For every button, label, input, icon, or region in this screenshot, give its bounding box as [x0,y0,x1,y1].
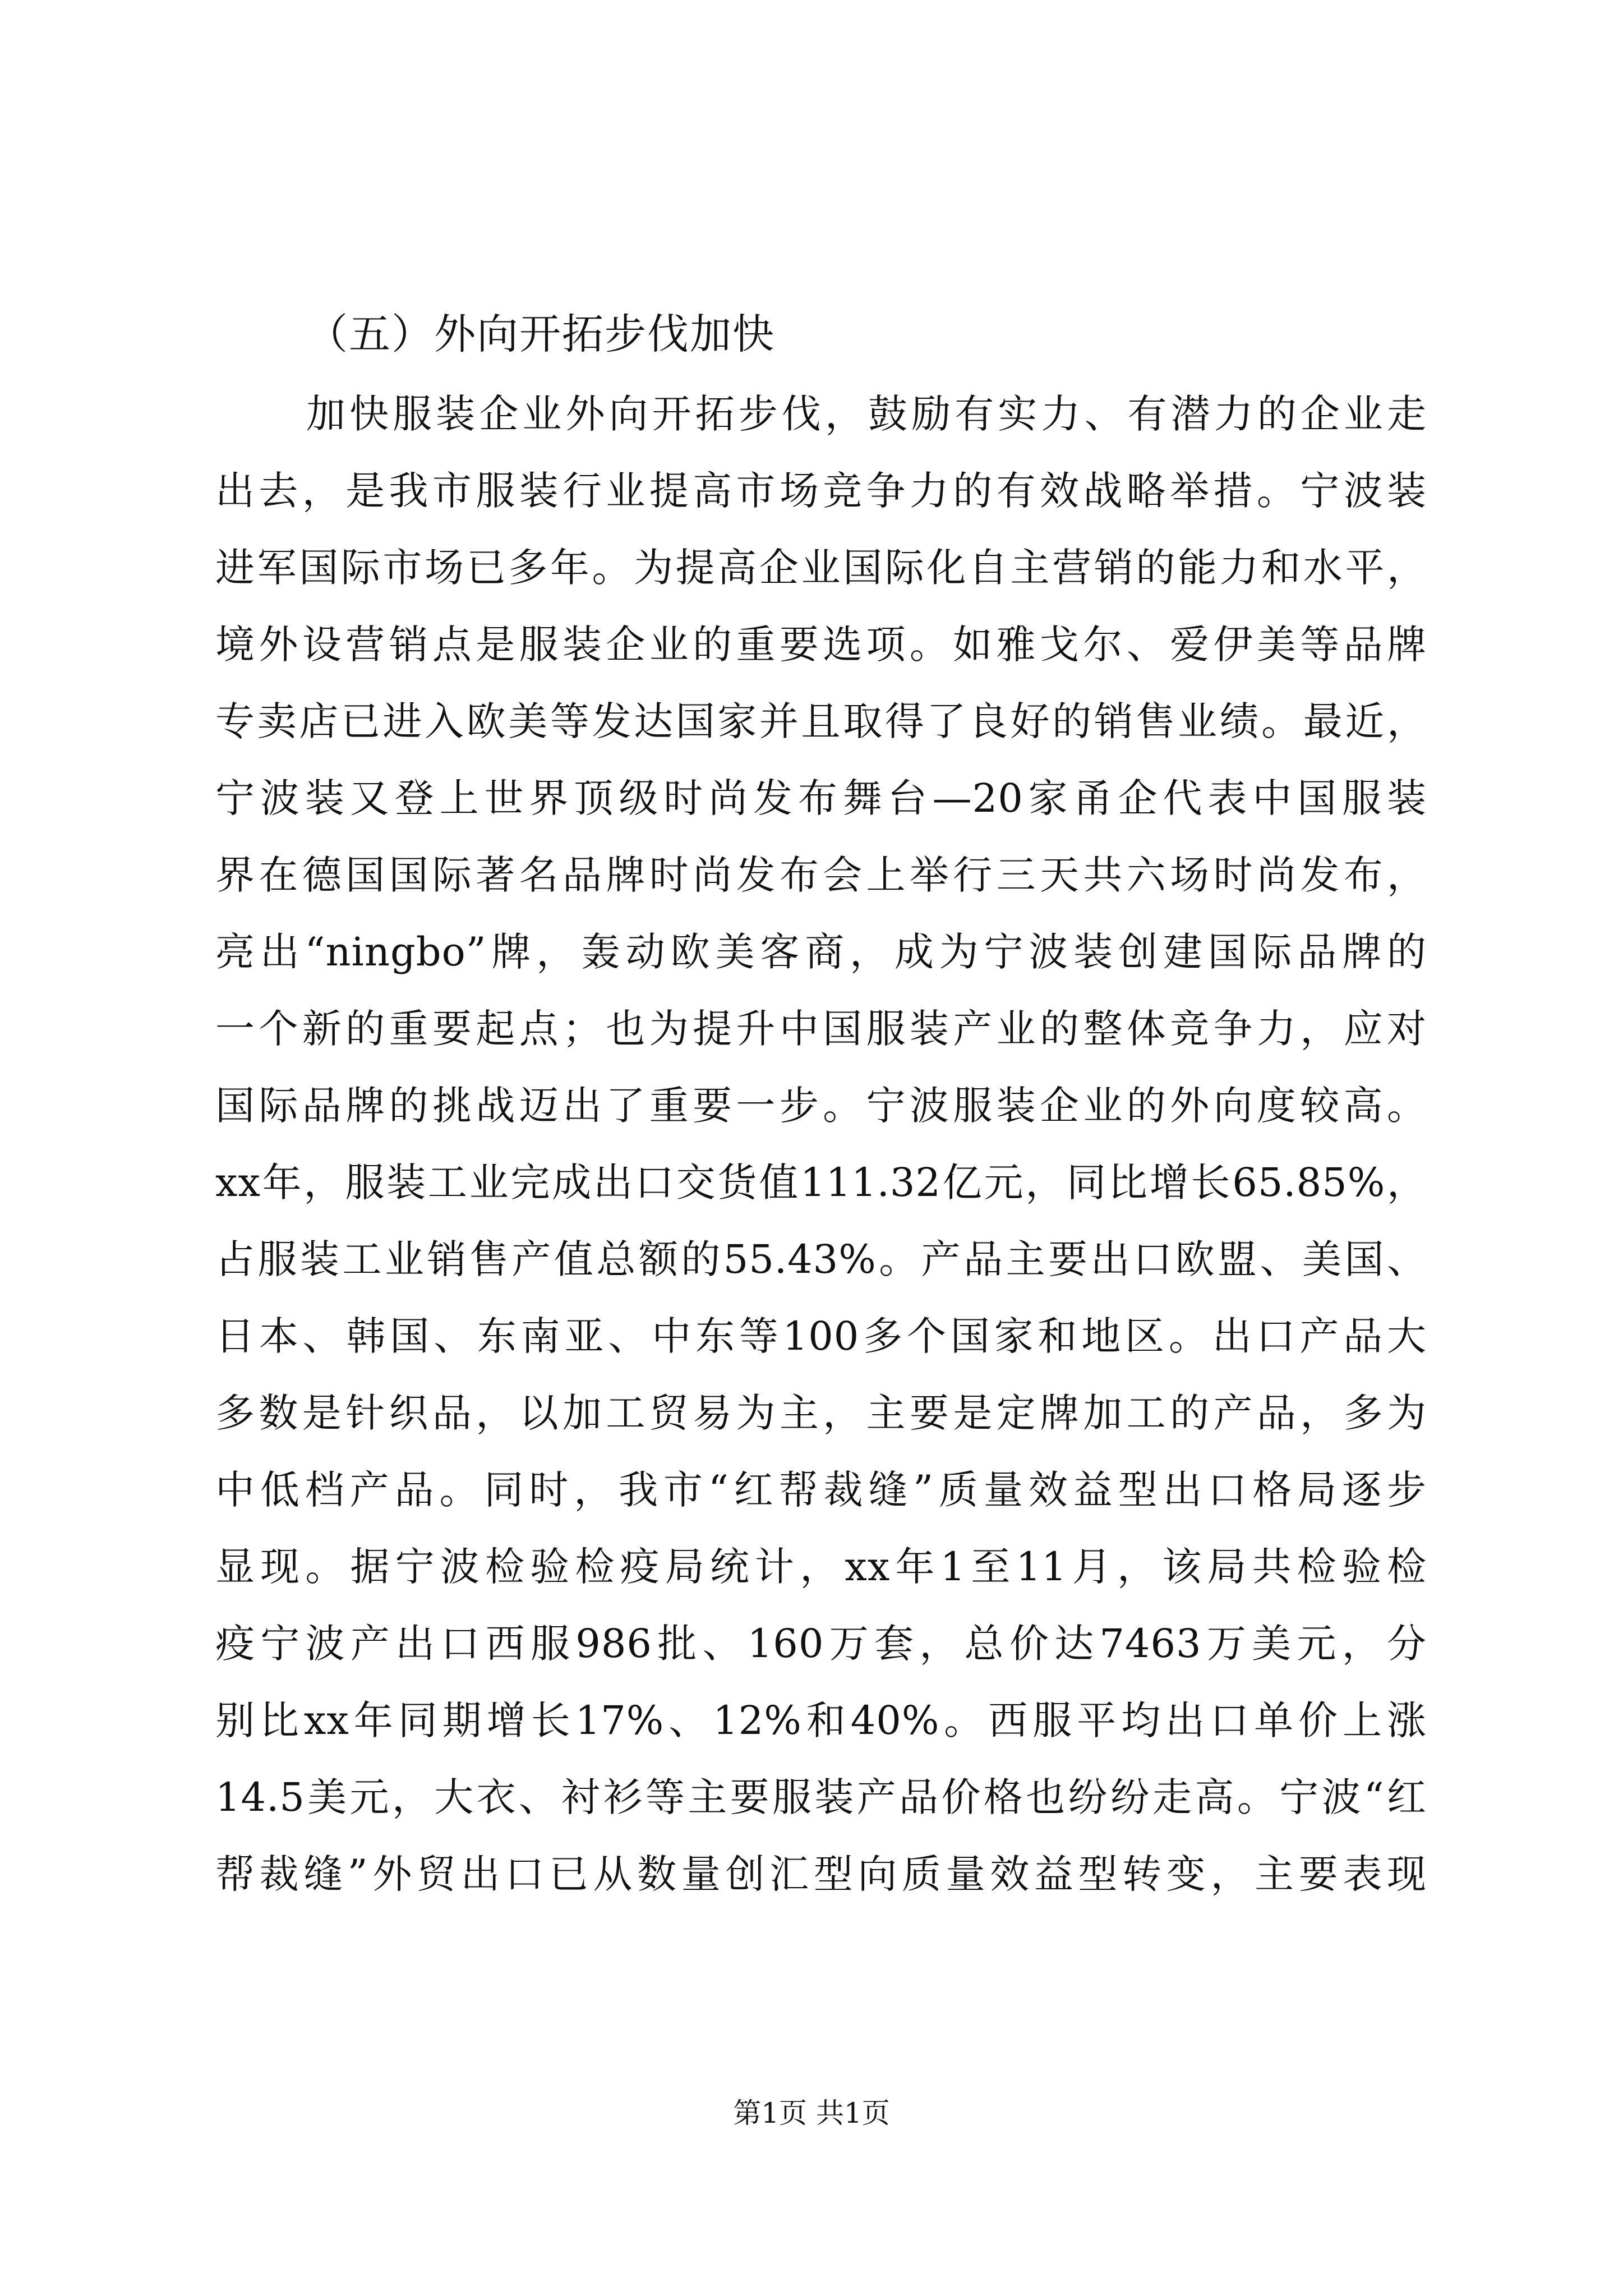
paragraph-line: xx年，服装工业完成出口交货值111.32亿元，同比增长65.85%， [215,1159,1427,1205]
paragraph-line: 境外设营销点是服装企业的重要选项。如雅戈尔、爱伊美等品牌 [215,622,1427,668]
paragraph-line: 一个新的重要起点；也为提升中国服装产业的整体竞争力，应对 [215,1006,1427,1052]
paragraph-line: 宁波装又登上世界顶级时尚发布舞台—20家甬企代表中国服装 [215,775,1427,821]
paragraph-line: 占服装工业销售产值总额的55.43%。产品主要出口欧盟、美国、 [215,1236,1427,1282]
paragraph-line: 别比xx年同期增长17%、12%和40%。西服平均出口单价上涨 [215,1697,1427,1743]
paragraph-line: 帮裁缝”外贸出口已从数量创汇型向质量效益型转变，主要表现 [215,1851,1427,1897]
paragraph-line: 多数是针织品，以加工贸易为主，主要是定牌加工的产品，多为 [215,1390,1427,1436]
page-footer: 第1页 共1页 [733,2097,890,2129]
paragraph-line: 疫宁波产出口西服986批、160万套，总价达7463万美元，分 [215,1621,1427,1667]
paragraph-line: 中低档产品。同时，我市“红帮裁缝”质量效益型出口格局逐步 [215,1467,1427,1513]
paragraph-line: 显现。据宁波检验检疫局统计，xx年1至11月，该局共检验检 [215,1544,1427,1590]
section-heading: （五）外向开拓步伐加快 [306,310,775,358]
paragraph-line: 加快服装企业外向开拓步伐，鼓励有实力、有潜力的企业走 [306,391,1427,437]
paragraph-line: 进军国际市场已多年。为提高企业国际化自主营销的能力和水平， [215,545,1427,591]
paragraph-line: 14.5美元，大衣、衬衫等主要服装产品价格也纷纷走高。宁波“红 [215,1774,1427,1820]
paragraph-line: 国际品牌的挑战迈出了重要一步。宁波服装企业的外向度较高。 [215,1083,1427,1129]
paragraph-line: 亮出“ningbo”牌，轰动欧美客商，成为宁波装创建国际品牌的 [215,929,1427,975]
paragraph-line: 日本、韩国、东南亚、中东等100多个国家和地区。出口产品大 [215,1313,1427,1359]
paragraph-line: 界在德国国际著名品牌时尚发布会上举行三天共六场时尚发布， [215,852,1427,898]
paragraph-line: 出去，是我市服装行业提高市场竞争力的有效战略举措。宁波装 [215,468,1427,514]
paragraph-line: 专卖店已进入欧美等发达国家并且取得了良好的销售业绩。最近， [215,698,1427,744]
